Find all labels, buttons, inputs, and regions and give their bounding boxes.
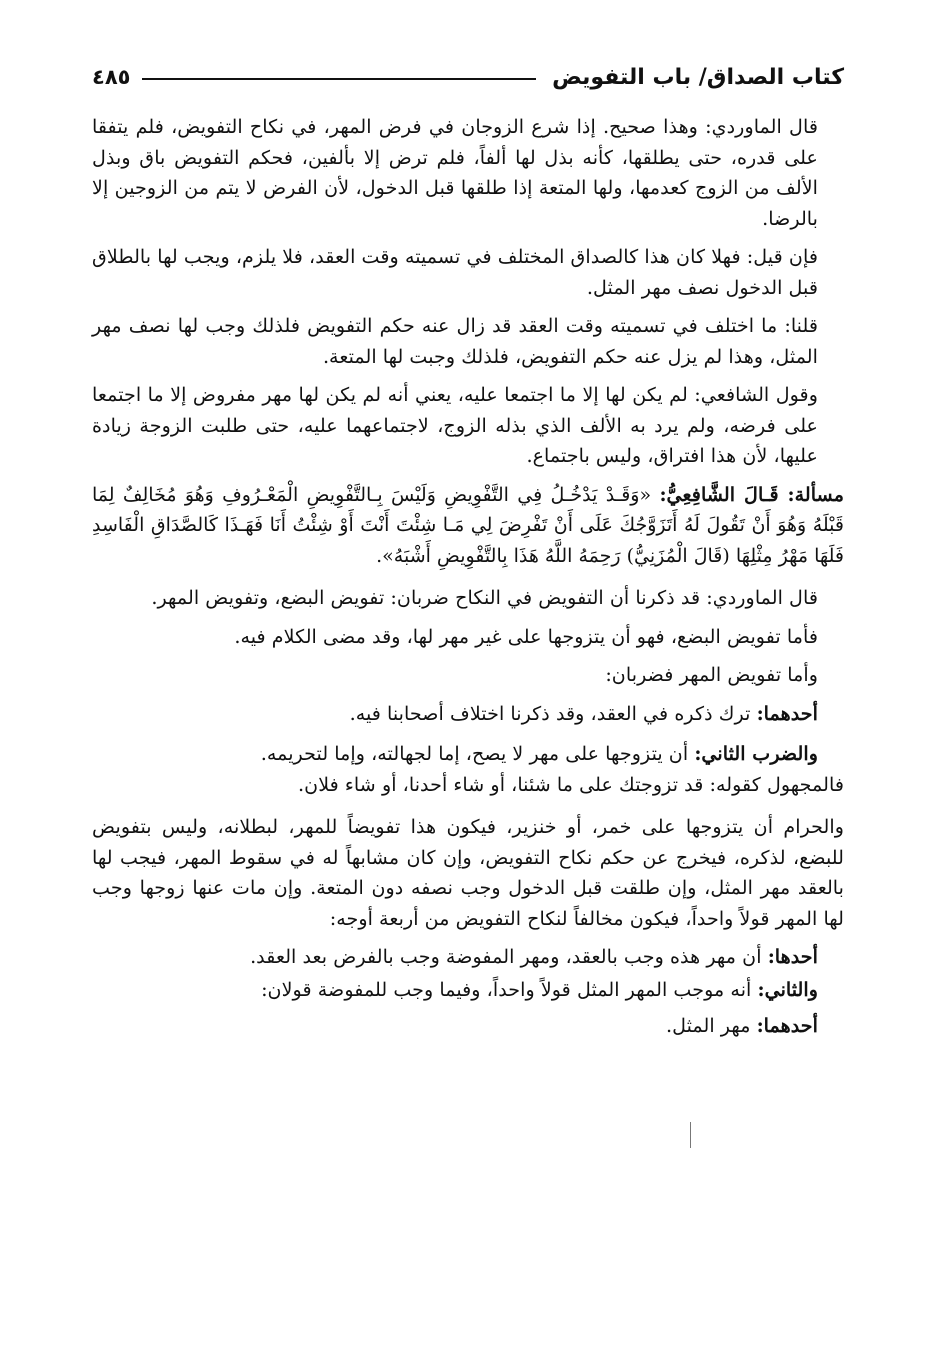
- haram-text: والحرام أن يتزوجها على خمر، أو خنزير، فيكون هذا تفويضاً للمهر، لبطلانه، وليس بتفويض للبضع، لذكره، فيخرج عن حكم نكاح التفويض، وإن كان مشابهاً له في سقوط المهر، فيجب لها بالعقد مهر المثل، وإن طلقت قبل الدخول وجب نصفه دون المتعة. وإن مات عنها زوجها وجب لها المهر قولاً واحداً، فيكون مخالفاً لنكاح التفويض من أربعة أوجه:: [92, 815, 844, 930]
- header-rule: [142, 78, 536, 80]
- masala-quote: «وَقَـدْ يَدْخُـلُ فِي التَّفْوِيضِ وَلَيْسَ بِـالتَّفْوِيضِ الْمَعْـرُوفِ وَهُوَ مُخَالِفٌ لِمَا قَبْلَهُ وَهُوَ أَنْ تَقُولَ لَهُ أَتَزَوَّجُكَ عَلَى أَنْ تَفْرِضَ لِي مَـا شِئْتَ أَنْتَ أَوْ شِئْتُ أَنَا فَهَـذَا كَالصَّدَاقِ الْفَاسِدِ فَلَهَا مَهْرُ مِثْلِهَا (قَالَ الْمُزَنِيُّ) رَحِمَهُ اللَّهُ هَذَا بِالتَّفْوِيضِ أَشْبَهُ».: [92, 483, 844, 567]
- paragraph: [92, 583, 818, 614]
- paragraph-text: وأما تفويض المهر فضربان:: [605, 663, 818, 686]
- first-kind-text: ترك ذكره في العقد، وقد ذكرنا اختلاف أصحابنا فيه.: [349, 701, 751, 725]
- second-kind-continuation: [92, 770, 844, 801]
- masala-paragraph: [92, 480, 844, 572]
- paragraph: [92, 112, 818, 234]
- aspect-item: [92, 975, 818, 1006]
- running-title: كتاب الصداق/ باب التفويض: [552, 64, 844, 90]
- page-number: ٤٨٥: [92, 65, 131, 89]
- first-kind-paragraph: [92, 699, 818, 730]
- paragraph-text: قال الماوردي: قد ذكرنا أن التفويض في النكاح ضربان: تفويض البضع، وتفويض المهر.: [151, 586, 818, 609]
- page-header: [92, 60, 844, 94]
- continuation-text: فالمجهول كقوله: قد تزوجتك على ما شئنا، أو شاء أحدنا، أو شاء فلان.: [298, 772, 844, 796]
- second-kind-lead: والضرب الثاني:: [694, 742, 818, 765]
- paragraph-text: فأما تفويض البضع، فهو أن يتزوجها على غير مهر لها، وقد مضى الكلام فيه.: [234, 624, 818, 648]
- aspect-text: أنه موجب المهر المثل قولاً واحداً، وفيما وجب للمفوضة قولان:: [261, 977, 752, 1001]
- aspect-text: مهر المثل.: [665, 1014, 751, 1037]
- paragraph-text: وقول الشافعي: لم يكن لها إلا ما اجتمعا عليه، يعني أنه لم يكن لها مهر مفروض إلا ما اجتمعا على فرضه، ولم يرد به الألف الذي بذله الزوج، لاجتماعهما عليه، حتى طلبت الزوجة زيادة عليها، لأن هذا افتراق، وليس باجتماع.: [92, 383, 818, 467]
- page-body: [92, 112, 844, 1042]
- aspect-lead: أحدها:: [767, 945, 818, 968]
- paragraph: [92, 622, 818, 653]
- paragraph: [92, 242, 818, 303]
- paragraph: [92, 380, 818, 472]
- aspect-lead: أحدهما:: [756, 1014, 818, 1037]
- margin-mark: [690, 1122, 691, 1148]
- aspect-lead: والثاني:: [757, 977, 818, 1001]
- aspect-item: [92, 942, 818, 973]
- second-kind-text: أن يتزوجها على مهر لا يصح، إما لجهالته، وإما لتحريمه.: [260, 742, 689, 765]
- second-kind-paragraph: [92, 739, 818, 770]
- paragraph-text: قلنا: ما اختلف في تسميته وقت العقد قد زال عنه حكم التفويض فلذلك وجب لها نصف مهر المثل، وهذا لم يزل عنه حكم التفويض، فلذلك وجبت لها المتعة.: [92, 314, 818, 368]
- paragraph: [92, 660, 818, 691]
- document-page: [92, 60, 844, 1054]
- aspect-item: [92, 1011, 818, 1042]
- first-kind-lead: أحدهما:: [756, 701, 818, 725]
- paragraph-text: قال الماوردي: وهذا صحيح. إذا شرع الزوجان في فرض المهر، في نكاح التفويض، فلم يتفقا على قدره، حتى يطلقها، كأنه بذل لها ألفاً، فلم ترض إلا بألفين، فحكم التفويض باق وبذل الألف من الزوج كعدمها، ولها المتعة إذا طلقها قبل الدخول، لأن الفرض لا يتم من الزوجين إلا بالرضا.: [92, 115, 818, 230]
- paragraph-text: فإن قيل: فهلا كان هذا كالصداق المختلف في تسميته وقت العقد، فلا يلزم، ويجب لها بالطلاق قبل الدخول نصف مهر المثل.: [92, 245, 818, 299]
- haram-paragraph: [92, 812, 844, 934]
- aspect-text: أن مهر هذه وجب بالعقد، ومهر المفوضة وجب بالفرض بعد العقد.: [250, 945, 762, 968]
- paragraph: [92, 311, 818, 372]
- masala-lead: مسألة: قَـالَ الشَّافِعِيُّ:: [659, 482, 844, 506]
